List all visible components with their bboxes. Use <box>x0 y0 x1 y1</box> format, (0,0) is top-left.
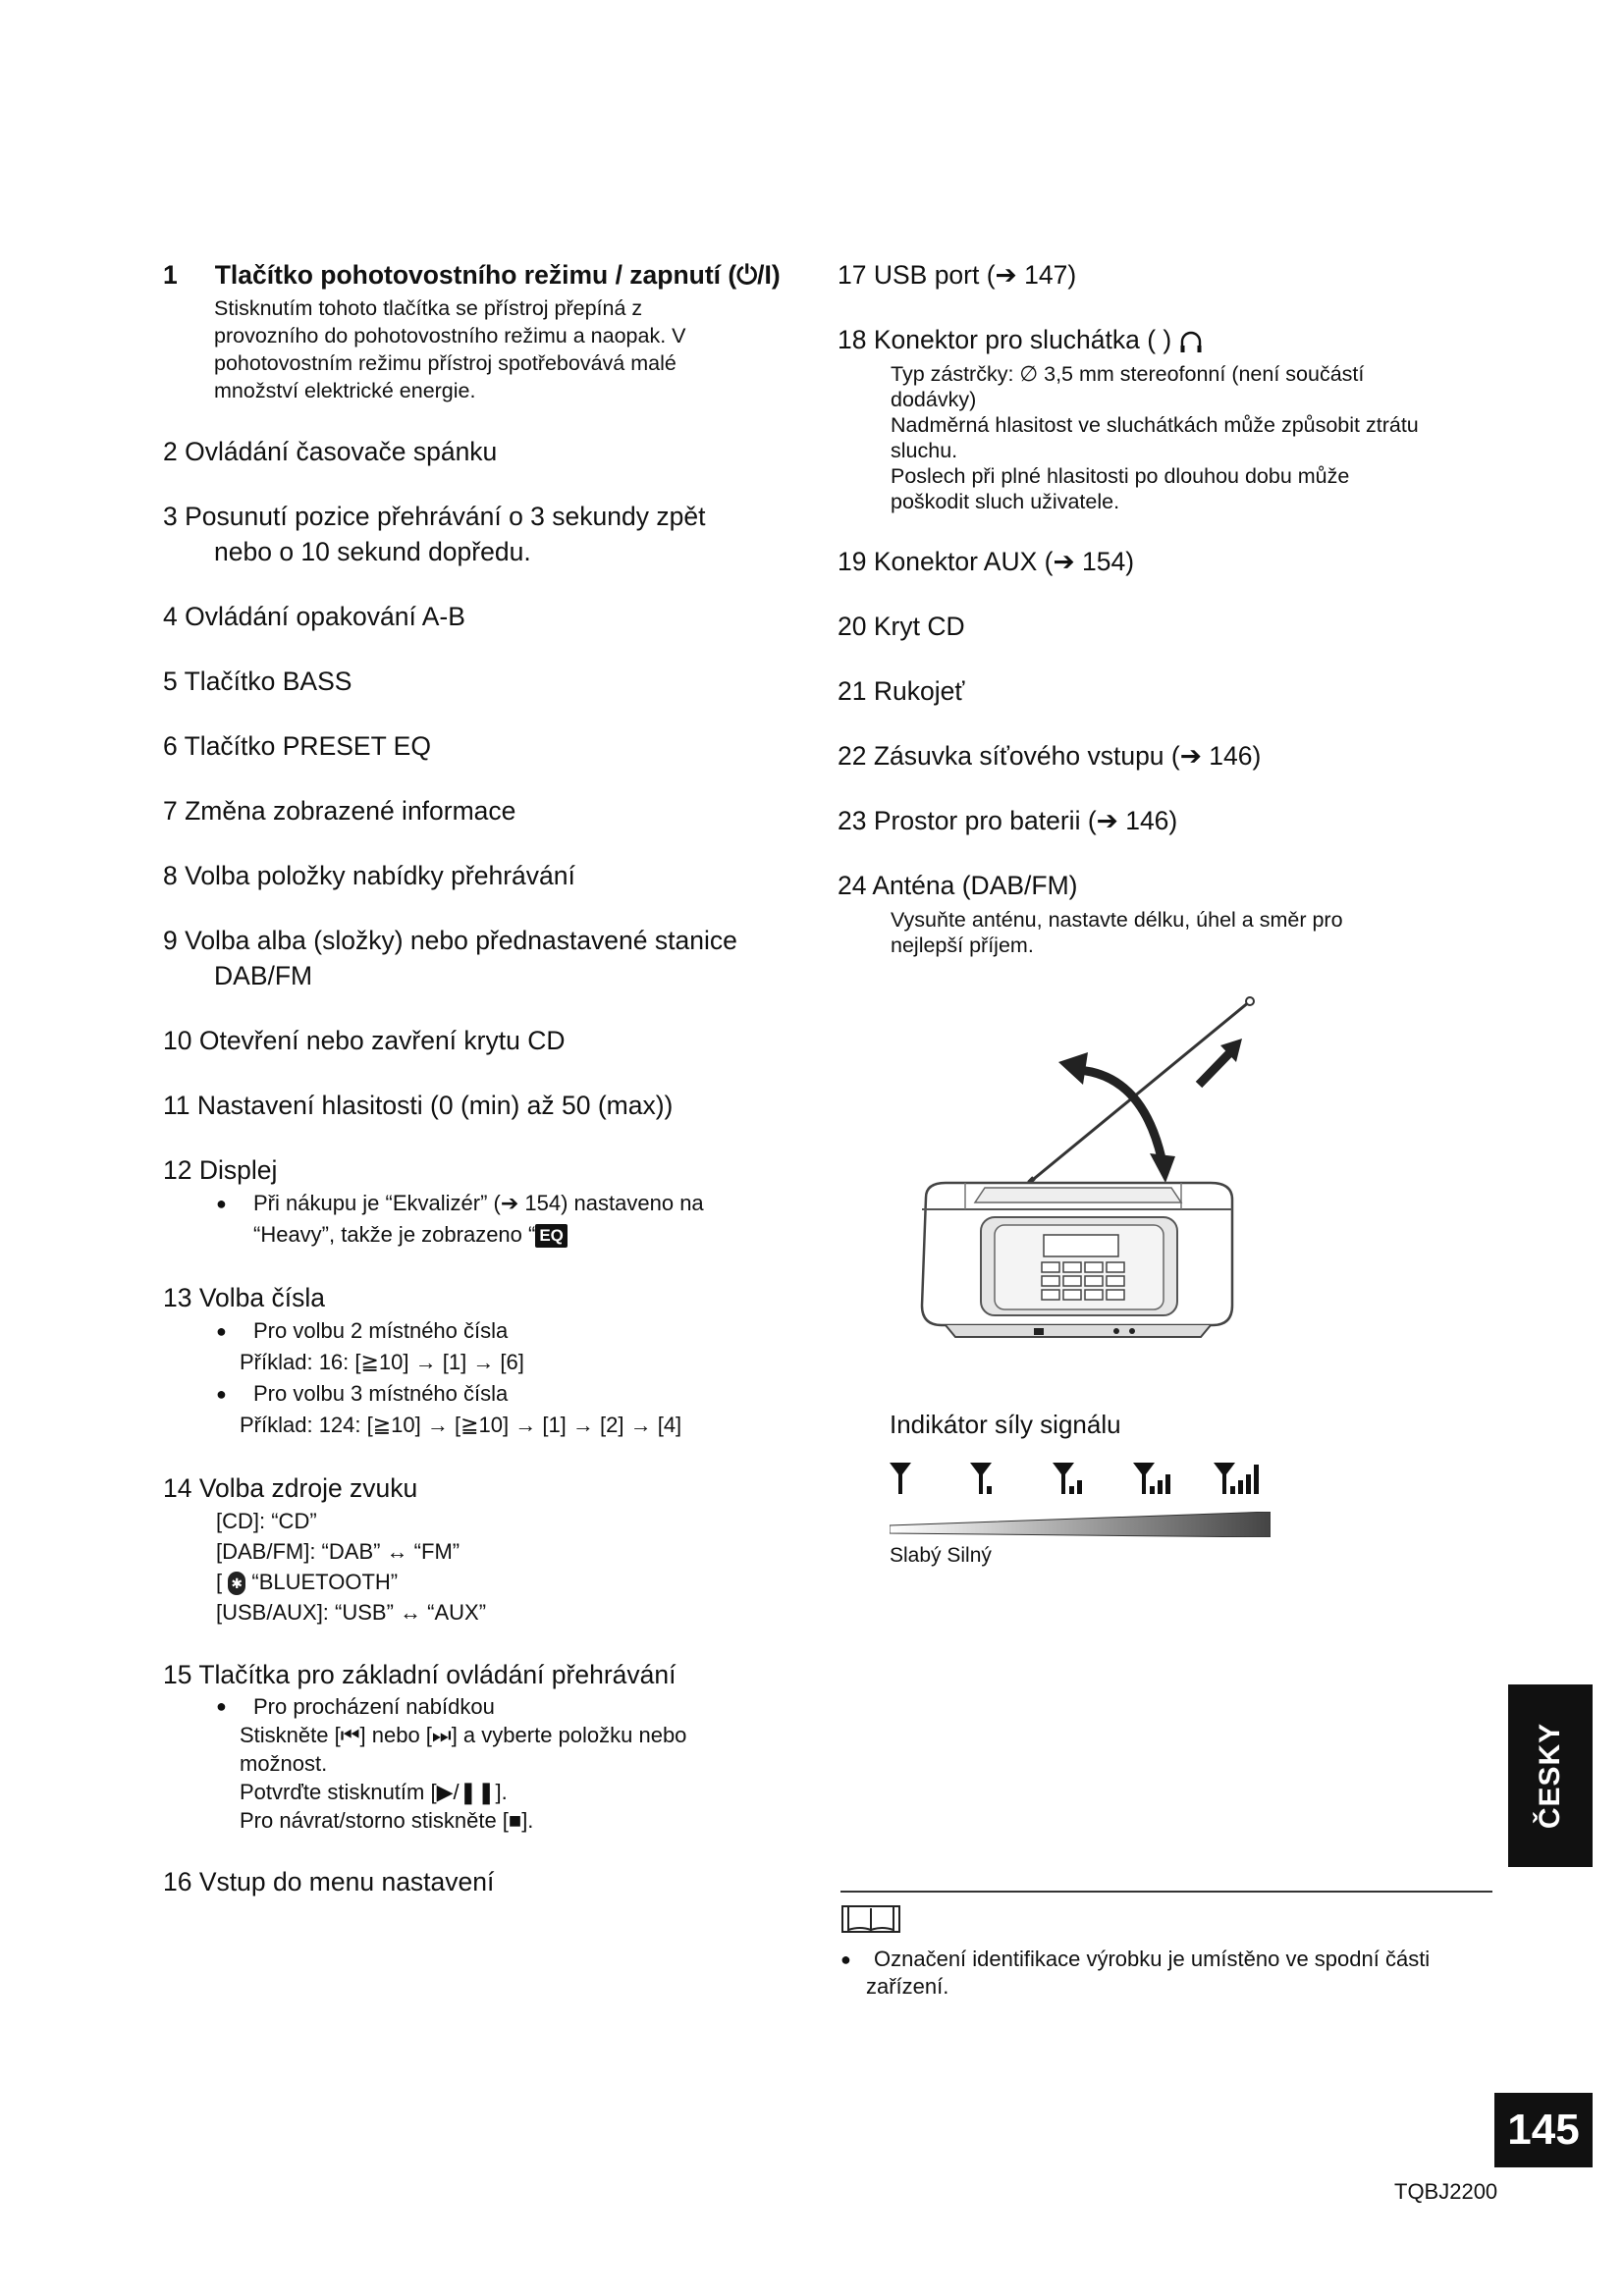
bracket: [ <box>216 1570 223 1594</box>
item-3-line: 3 Posunutí pozice přehrávání o 3 sekundy zpět <box>163 502 706 531</box>
right-column <box>838 257 1495 988</box>
item-1-description <box>163 294 831 404</box>
language-tab-label: ČESKY <box>1534 1722 1567 1830</box>
item-14-title: 14 Volba zdroje zvuku <box>163 1473 418 1503</box>
item-12-title: 12 Displej <box>163 1155 278 1185</box>
note <box>840 1946 1492 2001</box>
item-9 <box>163 923 831 993</box>
item-18-title-wrap <box>838 322 1495 357</box>
item-15-title: 15 Tlačítka pro základní ovládání přehrávání <box>163 1660 677 1689</box>
signal-level-4-icon <box>1214 1463 1259 1494</box>
note-book-icon <box>840 1902 901 1936</box>
eq-indicator-icon: EQ <box>535 1224 568 1248</box>
item-14-desc <box>163 1506 831 1628</box>
signal-level-1-icon <box>970 1463 992 1494</box>
item-13-desc <box>163 1315 831 1441</box>
desc-line: Vysuňte anténu, nastavte délku, úhel a směr pro <box>891 908 1343 932</box>
language-tab <box>1508 1684 1593 1867</box>
item-13-bullet2: Pro volbu 3 místného čísla <box>253 1381 509 1406</box>
bullet-line <box>216 1188 831 1219</box>
item-12-desc <box>163 1188 831 1251</box>
item-20: 20 Kryt CD <box>838 612 965 641</box>
item-13-example1: Příklad: 16: [≧10] → [1] → [6] <box>240 1350 524 1374</box>
desc-line: Stisknutím tohoto tlačítka se přístroj přepíná z <box>214 296 643 320</box>
item-15-line1: Stiskněte [⏮] nebo [⏭] a vyberte položku nebo <box>240 1723 687 1747</box>
item-21: 21 Rukojeť <box>838 676 965 706</box>
item-1-title <box>163 257 831 293</box>
item-24-title: 24 Anténa (DAB/FM) <box>838 871 1078 900</box>
item-1 <box>163 257 831 404</box>
item-14 <box>163 1470 831 1628</box>
item-13-example2: Příklad: 124: [≧10] → [≧10] → [1] → [2] → [4] <box>240 1413 682 1437</box>
item-15-desc <box>163 1692 831 1835</box>
note-bullet <box>840 1946 1492 1973</box>
divider <box>840 1891 1492 1893</box>
item-16: 16 Vstup do menu nastavení <box>163 1867 495 1896</box>
desc-line: Typ zástrčky: ∅ 3,5 mm stereofonní (není součástí <box>891 362 1365 386</box>
radio-antenna-illustration <box>887 991 1279 1355</box>
item-24 <box>838 868 1495 958</box>
signal-gradient-bar <box>890 1512 1271 1537</box>
item-4: 4 Ovládání opakování A-B <box>163 602 465 631</box>
desc-line: množství elektrické energie. <box>214 379 476 402</box>
item-1-title-text: Tlačítko pohotovostního režimu / zapnutí (⏻/I) <box>214 260 781 290</box>
desc-line: sluchu. <box>891 439 958 462</box>
item-7: 7 Změna zobrazené informace <box>163 796 516 826</box>
desc-line: pohotovostním režimu přístroj spotřebovává malé <box>214 351 677 375</box>
bullet-line <box>216 1378 831 1410</box>
item-15 <box>163 1657 831 1835</box>
item-3-line: nebo o 10 sekund dopředu. <box>214 537 531 566</box>
bluetooth-label: “BLUETOOTH” <box>251 1570 399 1594</box>
desc-line: provozního do pohotovostního režimu a naopak. V <box>214 324 686 347</box>
item-12-line2-wrap <box>216 1219 831 1251</box>
desc-line: poškodit sluch uživatele. <box>891 490 1120 513</box>
page-number: 145 <box>1494 2093 1593 2167</box>
item-18-title: 18 Konektor pro sluchátka ( ) <box>838 325 1172 354</box>
item-1-number: 1 <box>163 260 178 290</box>
signal-strength-icons <box>890 1455 1282 1502</box>
item-9-line: 9 Volba alba (složky) nebo přednastavené stanice <box>163 926 737 955</box>
item-11: 11 Nastavení hlasitosti (0 (min) až 50 (max)) <box>163 1091 674 1120</box>
source-cd: [CD]: “CD” <box>216 1509 317 1533</box>
signal-weak-strong-label: Slabý Silný <box>890 1544 992 1567</box>
item-18 <box>838 322 1495 514</box>
item-12-line1: Při nákupu je “Ekvalizér” (➔ 154) nastaveno na <box>253 1191 704 1215</box>
item-15-bullet: Pro procházení nabídkou <box>253 1694 495 1719</box>
item-13 <box>163 1280 831 1441</box>
bluetooth-icon: ✱ <box>228 1572 245 1595</box>
headphones-icon <box>1179 329 1203 354</box>
item-2: 2 Ovládání časovače spánku <box>163 437 498 466</box>
item-8: 8 Volba položky nabídky přehrávání <box>163 861 575 890</box>
item-15-line4: Pro návrat/storno stiskněte [■]. <box>240 1808 534 1833</box>
item-19: 19 Konektor AUX (➔ 154) <box>838 547 1135 576</box>
bullet-line <box>216 1692 831 1721</box>
item-15-line2: možnost. <box>240 1751 328 1776</box>
item-6: 6 Tlačítko PRESET EQ <box>163 731 431 761</box>
desc-line: Poslech při plné hlasitosti po dlouhou dobu může <box>891 464 1350 488</box>
item-12-line2: “Heavy”, takže je zobrazeno “ <box>253 1222 536 1247</box>
item-23: 23 Prostor pro baterii (➔ 146) <box>838 806 1178 835</box>
source-dab-fm: [DAB/FM]: “DAB” ↔ “FM” <box>216 1539 460 1564</box>
item-3 <box>163 499 831 569</box>
item-24-desc <box>838 907 1495 958</box>
desc-line: Nadměrná hlasitost ve sluchátkách může způsobit ztrátu <box>891 413 1419 437</box>
signal-level-2-icon <box>1053 1463 1082 1494</box>
signal-level-3-icon <box>1133 1463 1170 1494</box>
note-line2: zařízení. <box>866 1974 949 1999</box>
signal-level-0-icon <box>890 1463 911 1494</box>
item-17: 17 USB port (➔ 147) <box>838 260 1077 290</box>
item-13-title: 13 Volba čísla <box>163 1283 326 1312</box>
source-bluetooth <box>216 1567 831 1597</box>
signal-indicator-label: Indikátor síly signálu <box>890 1410 1121 1439</box>
desc-line: nejlepší příjem. <box>891 934 1034 957</box>
item-22: 22 Zásuvka síťového vstupu (➔ 146) <box>838 741 1262 771</box>
item-12 <box>163 1152 831 1251</box>
item-5: 5 Tlačítko BASS <box>163 667 352 696</box>
item-18-desc <box>838 361 1495 514</box>
desc-line: dodávky) <box>891 388 977 411</box>
item-15-line3: Potvrďte stisknutím [▶/❚❚]. <box>240 1780 508 1804</box>
bullet-line <box>216 1315 831 1347</box>
item-9-line: DAB/FM <box>214 961 313 990</box>
item-13-bullet1: Pro volbu 2 místného čísla <box>253 1318 509 1343</box>
document-code: TQBJ2200 <box>1394 2179 1498 2204</box>
source-usb-aux: [USB/AUX]: “USB” ↔ “AUX” <box>216 1600 487 1625</box>
item-10: 10 Otevření nebo zavření krytu CD <box>163 1026 566 1055</box>
left-column <box>163 257 831 1929</box>
note-line1: Označení identifikace výrobku je umístěno ve spodní části <box>874 1947 1431 1971</box>
